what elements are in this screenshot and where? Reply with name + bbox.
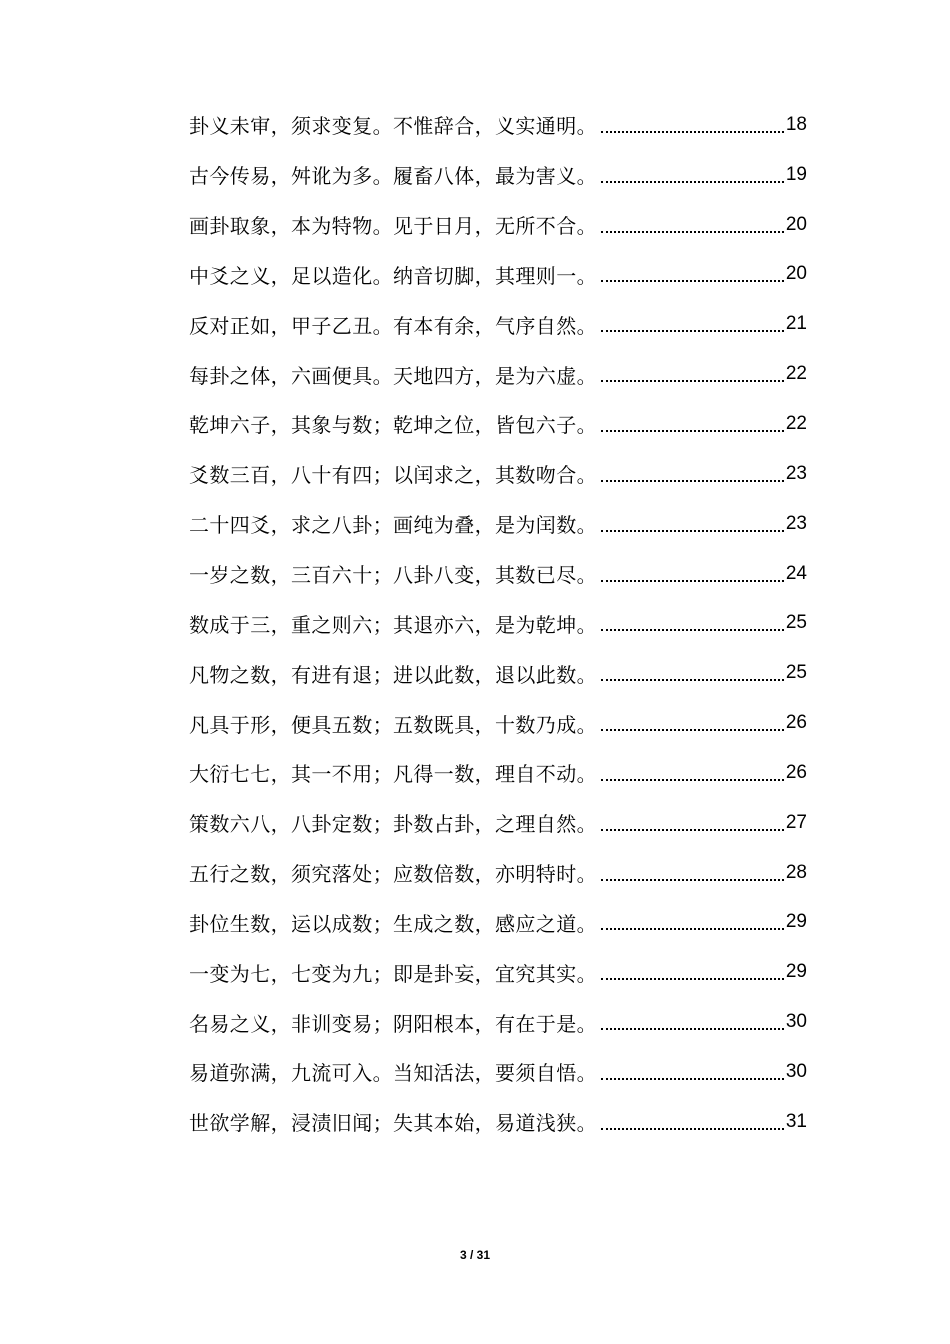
toc-entry-title: 卦位生数，运以成数；生成之数，感应之道。 <box>189 911 597 936</box>
toc-entry-title: 世欲学解，浸渍旧闻；失其本始，易道浅狭。 <box>189 1111 597 1136</box>
toc-entry[interactable] <box>189 449 807 499</box>
toc-dot-leader <box>601 330 784 332</box>
toc-entry-title: 乾坤六子，其象与数；乾坤之位，皆包六子。 <box>189 413 597 438</box>
toc-entry[interactable] <box>189 798 807 848</box>
toc-entry-page-number: 31 <box>785 1110 807 1132</box>
toc-dot-leader <box>601 928 784 930</box>
toc-entry[interactable] <box>189 250 807 300</box>
toc-dot-leader <box>601 380 784 382</box>
toc-dot-leader <box>601 430 784 432</box>
page-indicator: 3 / 31 <box>459 1248 491 1262</box>
toc-entry-title: 一变为七，七变为九；即是卦妄，宜究其实。 <box>189 961 597 986</box>
toc-entry-page-number: 24 <box>785 562 807 584</box>
toc-entry-title: 爻数三百，八十有四；以闰求之，其数吻合。 <box>189 463 597 488</box>
page-footer <box>0 1248 950 1262</box>
toc-entry-title: 一岁之数，三百六十；八卦八变，其数已尽。 <box>189 563 597 588</box>
toc-entry-title: 数成于三，重之则六；其退亦六，是为乾坤。 <box>189 612 597 637</box>
toc-entry[interactable] <box>189 200 807 250</box>
toc-entry-title: 卦义未审，须求变复。不惟辞合，义实通明。 <box>189 114 597 139</box>
toc-dot-leader <box>601 978 784 980</box>
toc-dot-leader <box>601 480 784 482</box>
toc-entry-page-number: 30 <box>785 1060 807 1082</box>
toc-entry-title: 大衍七七，其一不用；凡得一数，理自不动。 <box>189 762 597 787</box>
toc-entry-title: 中爻之义，足以造化。纳音切脚，其理则一。 <box>189 263 597 288</box>
toc-entry[interactable] <box>189 1047 807 1097</box>
toc-entry[interactable] <box>189 748 807 798</box>
toc-entry[interactable] <box>189 399 807 449</box>
toc-entry-page-number: 18 <box>785 113 807 135</box>
toc-dot-leader <box>601 580 784 582</box>
toc-entry[interactable] <box>189 499 807 549</box>
toc-dot-leader <box>601 231 784 233</box>
toc-entry-page-number: 22 <box>785 363 807 385</box>
toc-entry-page-number: 26 <box>785 761 807 783</box>
toc-entry-page-number: 25 <box>785 662 807 684</box>
toc-entry[interactable] <box>189 947 807 997</box>
toc-entry-page-number: 21 <box>785 313 807 335</box>
toc-entry[interactable] <box>189 598 807 648</box>
toc-entry-page-number: 20 <box>785 263 807 285</box>
toc-dot-leader <box>601 679 784 681</box>
toc-entry[interactable] <box>189 299 807 349</box>
toc-entry-title: 凡具于形，便具五数；五数既具，十数乃成。 <box>189 712 597 737</box>
toc-entry-page-number: 28 <box>785 861 807 883</box>
toc-entry[interactable] <box>189 1097 807 1147</box>
toc-dot-leader <box>601 280 784 282</box>
toc-entry-page-number: 23 <box>785 512 807 534</box>
toc-entry-page-number: 19 <box>785 163 807 185</box>
toc-entry-page-number: 26 <box>785 712 807 734</box>
toc-entry-page-number: 29 <box>785 961 807 983</box>
toc-dot-leader <box>601 1028 784 1030</box>
toc-entry-title: 名易之义，非训变易；阴阳根本，有在于是。 <box>189 1011 597 1036</box>
toc-entry-title: 策数六八，八卦定数；卦数占卦，之理自然。 <box>189 812 597 837</box>
toc-dot-leader <box>601 131 784 133</box>
toc-entry-page-number: 20 <box>785 213 807 235</box>
toc-entry[interactable] <box>189 349 807 399</box>
toc-entry[interactable] <box>189 997 807 1047</box>
toc-entry[interactable] <box>189 698 807 748</box>
toc-entry-page-number: 22 <box>785 412 807 434</box>
toc-dot-leader <box>601 1128 784 1130</box>
toc-dot-leader <box>601 779 784 781</box>
toc-entry[interactable] <box>189 150 807 200</box>
toc-dot-leader <box>601 629 784 631</box>
toc-entry-title: 反对正如，甲子乙丑。有本有余，气序自然。 <box>189 313 597 338</box>
toc-dot-leader <box>601 1078 784 1080</box>
toc-entry-title: 易道弥满，九流可入。当知活法，要须自悟。 <box>189 1061 597 1086</box>
toc-entry[interactable] <box>189 100 807 150</box>
table-of-contents <box>189 100 807 1147</box>
toc-dot-leader <box>601 729 784 731</box>
toc-entry-title: 每卦之体，六画便具。天地四方，是为六虚。 <box>189 363 597 388</box>
toc-entry-page-number: 25 <box>785 612 807 634</box>
toc-entry[interactable] <box>189 648 807 698</box>
toc-dot-leader <box>601 879 784 881</box>
toc-entry-title: 凡物之数，有进有退；进以此数，退以此数。 <box>189 662 597 687</box>
toc-entry[interactable] <box>189 848 807 898</box>
toc-entry[interactable] <box>189 549 807 599</box>
toc-entry-title: 古今传易，舛讹为多。履畜八体，最为害义。 <box>189 164 597 189</box>
toc-dot-leader <box>601 181 784 183</box>
toc-entry-title: 五行之数，须究落处；应数倍数，亦明特时。 <box>189 862 597 887</box>
toc-entry-title: 画卦取象，本为特物。见于日月，无所不合。 <box>189 214 597 239</box>
toc-entry-page-number: 30 <box>785 1011 807 1033</box>
toc-dot-leader <box>601 829 784 831</box>
toc-entry-page-number: 27 <box>785 811 807 833</box>
toc-entry[interactable] <box>189 898 807 948</box>
toc-entry-page-number: 29 <box>785 911 807 933</box>
toc-dot-leader <box>601 530 784 532</box>
toc-entry-title: 二十四爻，求之八卦；画纯为叠，是为闰数。 <box>189 513 597 538</box>
toc-entry-page-number: 23 <box>785 462 807 484</box>
